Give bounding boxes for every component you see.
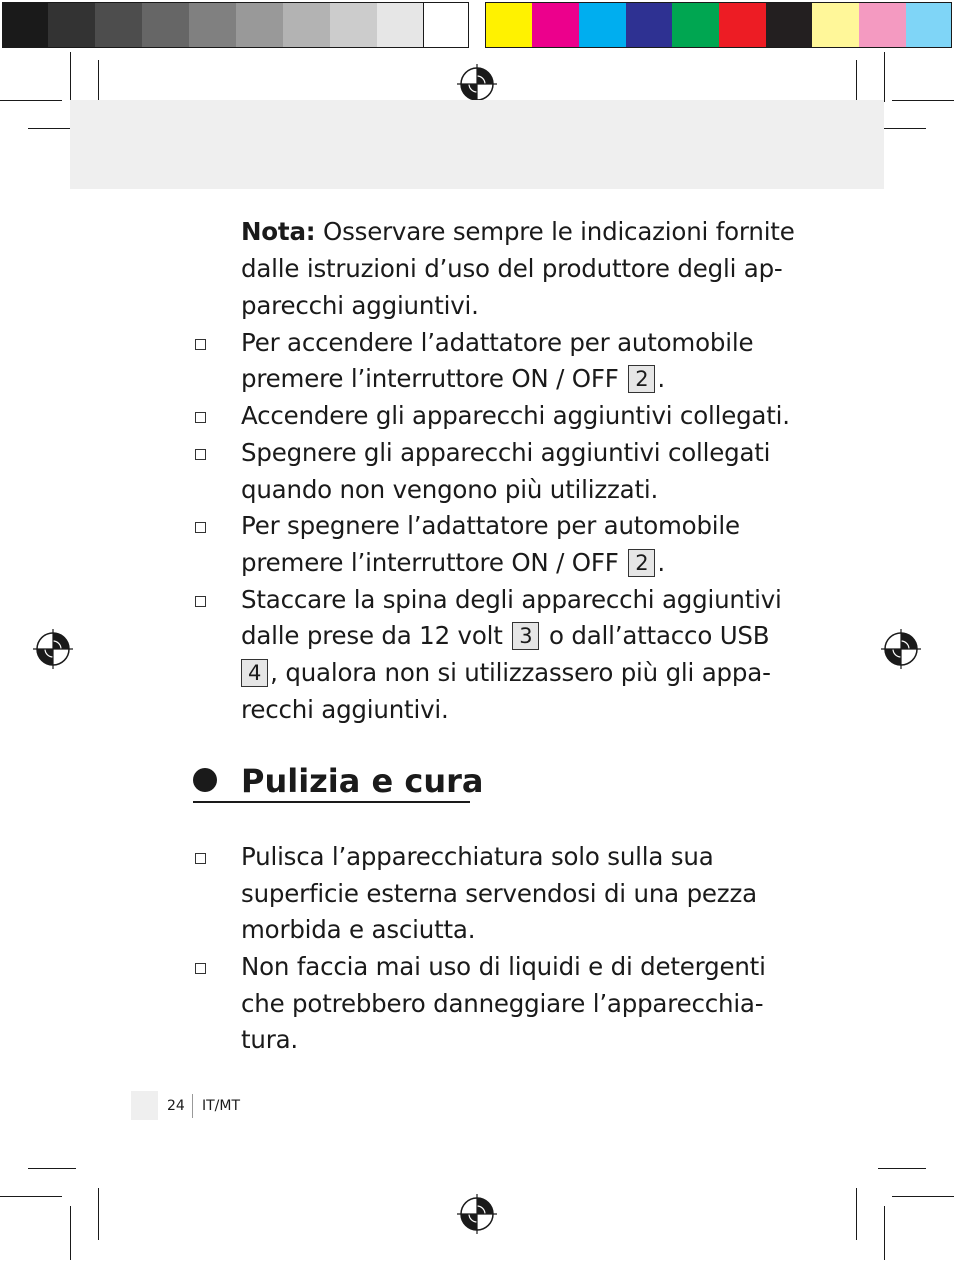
- step-line: [241, 655, 771, 692]
- color-swatch: [626, 2, 672, 48]
- gray-swatch: [95, 2, 142, 48]
- color-swatch: [579, 2, 626, 48]
- page-number: 24: [167, 1098, 185, 1114]
- crop-mark: [98, 1188, 99, 1240]
- step-line: [241, 545, 665, 582]
- checkbox-bullet-icon: [195, 412, 206, 423]
- part-reference-badge: 2: [628, 365, 655, 393]
- section-title: Pulizia e cura: [241, 762, 484, 800]
- step-text: dalle prese da 12 volt: [241, 621, 511, 650]
- color-swatch: [719, 2, 766, 48]
- step-text: premere l’interruttore ON / OFF: [241, 548, 627, 577]
- note-line: [241, 214, 795, 251]
- crop-mark: [28, 128, 76, 129]
- color-swatch: [766, 2, 812, 48]
- crop-mark: [884, 52, 885, 102]
- registration-mark-icon: [457, 64, 497, 104]
- color-swatch: [906, 2, 952, 48]
- step-line: Staccare la spina degli apparecchi aggiuntivi: [241, 585, 782, 614]
- gray-swatch: [423, 2, 469, 48]
- checkbox-bullet-icon: [195, 522, 206, 533]
- checkbox-bullet-icon: [195, 596, 206, 607]
- gray-swatch: [48, 2, 95, 48]
- step-text: premere l’interruttore ON / OFF: [241, 364, 627, 393]
- color-swatch: [485, 2, 532, 48]
- checkbox-bullet-icon: [195, 853, 206, 864]
- step-text: , qualora non si utilizzassero più gli appa-: [270, 658, 771, 687]
- care-line: morbida e asciutta.: [241, 915, 476, 944]
- care-line: Pulisca l’apparecchiatura solo sulla sua: [241, 842, 714, 871]
- step-line: Spegnere gli apparecchi aggiuntivi collegati: [241, 438, 771, 467]
- section-bullet-icon: [193, 768, 217, 792]
- crop-mark: [878, 1168, 926, 1169]
- color-swatch: [859, 2, 906, 48]
- header-band: [70, 100, 884, 189]
- crop-mark: [70, 52, 71, 102]
- gray-swatch: [2, 2, 48, 48]
- gray-swatch: [330, 2, 377, 48]
- step-text: .: [657, 364, 666, 393]
- crop-mark: [28, 1168, 76, 1169]
- step-line: Per spegnere l’adattatore per automobile: [241, 511, 740, 540]
- footer-divider: [192, 1094, 193, 1118]
- gray-swatch: [283, 2, 330, 48]
- part-reference-badge: 4: [241, 659, 268, 687]
- gray-swatch: [189, 2, 236, 48]
- care-line: tura.: [241, 1025, 299, 1054]
- step-line: [241, 618, 769, 655]
- language-code: IT/MT: [202, 1098, 241, 1114]
- registration-mark-icon: [457, 1194, 497, 1234]
- crop-mark: [856, 1188, 857, 1240]
- note-line: parecchi aggiuntivi.: [241, 291, 479, 320]
- step-line: Accendere gli apparecchi aggiuntivi collegati.: [241, 401, 790, 430]
- note-line: dalle istruzioni d’uso del produttore degli ap-: [241, 254, 783, 283]
- checkbox-bullet-icon: [195, 339, 206, 350]
- step-line: Per accendere l’adattatore per automobile: [241, 328, 754, 357]
- crop-mark: [892, 1196, 954, 1197]
- checkbox-bullet-icon: [195, 963, 206, 974]
- crop-mark: [0, 100, 62, 101]
- checkbox-bullet-icon: [195, 449, 206, 460]
- care-line: Non faccia mai uso di liquidi e di detergenti: [241, 952, 766, 981]
- step-line: quando non vengono più utilizzati.: [241, 475, 659, 504]
- crop-mark: [0, 1196, 62, 1197]
- page-number-box: [131, 1091, 158, 1120]
- crop-mark: [70, 1206, 71, 1260]
- step-line: recchi aggiuntivi.: [241, 695, 449, 724]
- print-color-bar: [0, 0, 954, 50]
- step-line: [241, 361, 665, 398]
- step-text: o dall’attacco USB: [541, 621, 770, 650]
- gray-swatch: [377, 2, 423, 48]
- registration-mark-icon: [881, 629, 921, 669]
- color-swatch: [672, 2, 719, 48]
- section-underline: [193, 801, 470, 803]
- crop-mark: [878, 128, 926, 129]
- color-swatch: [812, 2, 859, 48]
- care-line: che potrebbero danneggiare l’apparecchia-: [241, 989, 764, 1018]
- color-swatch: [532, 2, 579, 48]
- crop-mark: [884, 1206, 885, 1260]
- part-reference-badge: 2: [628, 549, 655, 577]
- crop-mark: [892, 100, 954, 101]
- step-text: .: [657, 548, 666, 577]
- gray-swatch: [236, 2, 283, 48]
- care-line: superficie esterna servendosi di una pezza: [241, 879, 757, 908]
- note-text: Osservare sempre le indicazioni fornite: [315, 217, 795, 246]
- registration-mark-icon: [33, 629, 73, 669]
- note-label: Nota:: [241, 217, 316, 246]
- part-reference-badge: 3: [512, 622, 539, 650]
- gray-swatch: [142, 2, 189, 48]
